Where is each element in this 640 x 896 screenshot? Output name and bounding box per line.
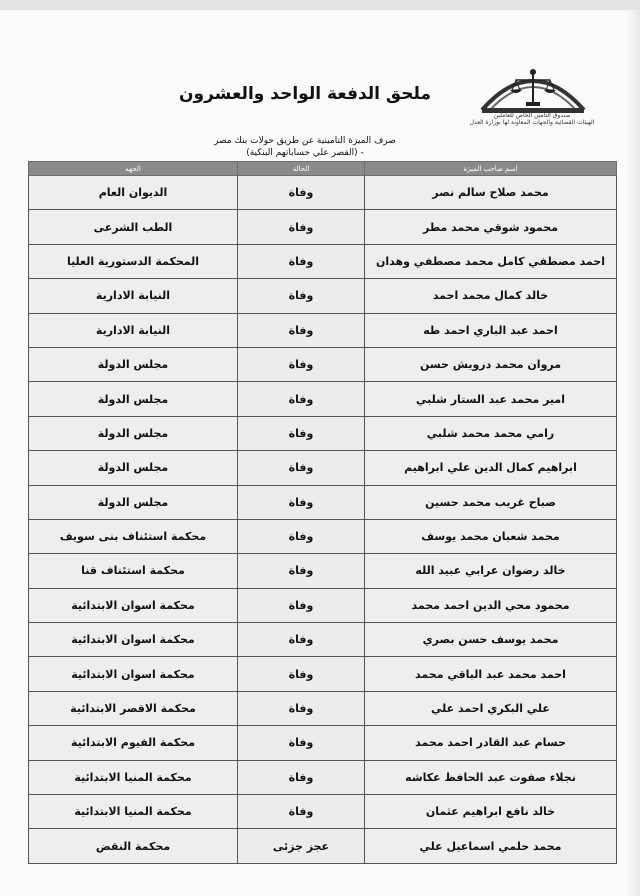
- scales-emblem-icon: [474, 60, 592, 116]
- beneficiaries-table-wrapper: [28, 161, 616, 864]
- table-row: [29, 691, 617, 725]
- table-row: [29, 588, 617, 622]
- cell-status: وفاة: [238, 451, 365, 485]
- fund-logo: [462, 60, 602, 132]
- table-row: [29, 176, 617, 210]
- cell-entity: النيابة الادارية: [29, 279, 238, 313]
- column-header-status: الحالة: [238, 162, 365, 176]
- table-row: [29, 657, 617, 691]
- cell-status: وفاة: [238, 244, 365, 278]
- cell-status: وفاة: [238, 519, 365, 553]
- cell-status: وفاة: [238, 347, 365, 381]
- cell-entity: محكمة استئناف بنى سويف: [29, 519, 238, 553]
- subtitle-line2: - (القصر علي حساباتهم البنكية): [246, 148, 364, 158]
- page-subtitle: [180, 135, 430, 159]
- cell-status: وفاة: [238, 176, 365, 210]
- cell-entity: مجلس الدولة: [29, 451, 238, 485]
- cell-status: وفاة: [238, 554, 365, 588]
- subtitle-line1: صرف الميزة التامينية عن طريق حولات بنك مصر: [214, 136, 396, 146]
- cell-entity: محكمة اسوان الابتدائية: [29, 588, 238, 622]
- table-row: [29, 485, 617, 519]
- beneficiaries-table: [28, 161, 617, 864]
- cell-beneficiary-name: احمد مصطفي كامل محمد مصطفي وهدان: [365, 244, 617, 278]
- cell-entity: محكمة الفيوم الابتدائية: [29, 726, 238, 760]
- table-header-row: [29, 162, 617, 176]
- table-row: [29, 795, 617, 829]
- table-row: [29, 623, 617, 657]
- top-bar: [0, 0, 640, 10]
- column-header-entity: الجهه: [29, 162, 238, 176]
- cell-status: وفاة: [238, 795, 365, 829]
- cell-beneficiary-name: محمد حلمي اسماعيل علي: [365, 829, 617, 863]
- cell-status: وفاة: [238, 657, 365, 691]
- cell-beneficiary-name: مروان محمد درويش حسن: [365, 347, 617, 381]
- cell-status: وفاة: [238, 279, 365, 313]
- table-row: [29, 451, 617, 485]
- cell-beneficiary-name: خالد رضوان عرابي عبيد الله: [365, 554, 617, 588]
- cell-entity: النيابة الادارية: [29, 313, 238, 347]
- table-row: [29, 416, 617, 450]
- cell-status: وفاة: [238, 485, 365, 519]
- cell-status: وفاة: [238, 416, 365, 450]
- cell-beneficiary-name: خالد كمال محمد احمد: [365, 279, 617, 313]
- table-row: [29, 347, 617, 381]
- cell-beneficiary-name: احمد عبد الباري احمد طه: [365, 313, 617, 347]
- cell-entity: الديوان العام: [29, 176, 238, 210]
- cell-status: وفاة: [238, 623, 365, 657]
- cell-status: وفاة: [238, 313, 365, 347]
- cell-beneficiary-name: ابراهيم كمال الدين علي ابراهيم: [365, 451, 617, 485]
- cell-entity: مجلس الدولة: [29, 382, 238, 416]
- cell-beneficiary-name: صباح غريب محمد حسين: [365, 485, 617, 519]
- cell-beneficiary-name: نجلاء صفوت عبد الحافظ عكاشه: [365, 760, 617, 794]
- cell-entity: محكمة الاقصر الابتدائية: [29, 691, 238, 725]
- cell-beneficiary-name: محمد يوسف حسن بصري: [365, 623, 617, 657]
- cell-entity: المحكمة الدستورية العليا: [29, 244, 238, 278]
- cell-entity: محكمة اسوان الابتدائية: [29, 623, 238, 657]
- table-row: [29, 210, 617, 244]
- page-edge-shadow: [626, 10, 640, 896]
- cell-beneficiary-name: احمد محمد عبد الباقي محمد: [365, 657, 617, 691]
- table-row: [29, 760, 617, 794]
- cell-entity: مجلس الدولة: [29, 416, 238, 450]
- table-row: [29, 313, 617, 347]
- cell-beneficiary-name: محمد شعبان محمد يوسف: [365, 519, 617, 553]
- table-row: [29, 726, 617, 760]
- table-row: [29, 382, 617, 416]
- cell-entity: مجلس الدولة: [29, 347, 238, 381]
- cell-entity: محكمة المنيا الابتدائية: [29, 760, 238, 794]
- cell-status: وفاة: [238, 588, 365, 622]
- cell-status: وفاة: [238, 691, 365, 725]
- table-body: [29, 176, 617, 864]
- table-row: [29, 279, 617, 313]
- cell-beneficiary-name: محمود شوقي محمد مطر: [365, 210, 617, 244]
- cell-entity: مجلس الدولة: [29, 485, 238, 519]
- table-row: [29, 554, 617, 588]
- cell-entity: محكمة استئناف قنا: [29, 554, 238, 588]
- cell-entity: محكمة النقض: [29, 829, 238, 863]
- cell-beneficiary-name: محمد صلاح سالم نصر: [365, 176, 617, 210]
- cell-status: وفاة: [238, 210, 365, 244]
- cell-status: وفاة: [238, 726, 365, 760]
- table-row: [29, 244, 617, 278]
- cell-beneficiary-name: حسام عبد القادر احمد محمد: [365, 726, 617, 760]
- table-row: [29, 829, 617, 863]
- cell-status: عجز جزئى: [238, 829, 365, 863]
- cell-beneficiary-name: محمود محي الدين احمد محمد: [365, 588, 617, 622]
- cell-status: وفاة: [238, 382, 365, 416]
- logo-caption-line2: الهيئات القضائية والجهات المعاونة لها بوزارة العدل: [469, 119, 595, 126]
- cell-beneficiary-name: خالد نافع ابراهيم عثمان: [365, 795, 617, 829]
- cell-entity: محكمة اسوان الابتدائية: [29, 657, 238, 691]
- column-header-name: اسم صاحب الميزة: [365, 162, 617, 176]
- logo-caption: [462, 112, 602, 126]
- cell-status: وفاة: [238, 760, 365, 794]
- cell-beneficiary-name: علي البكري احمد علي: [365, 691, 617, 725]
- logo-caption-line1: صندوق التأمين الخاص للعاملين: [493, 112, 571, 119]
- table-row: [29, 519, 617, 553]
- page-title: ملحق الدفعة الواحد والعشرون: [179, 84, 431, 104]
- cell-beneficiary-name: رامي محمد محمد شلبي: [365, 416, 617, 450]
- cell-beneficiary-name: امير محمد عبد الستار شلبي: [365, 382, 617, 416]
- cell-entity: الطب الشرعى: [29, 210, 238, 244]
- cell-entity: محكمة المنيا الابتدائية: [29, 795, 238, 829]
